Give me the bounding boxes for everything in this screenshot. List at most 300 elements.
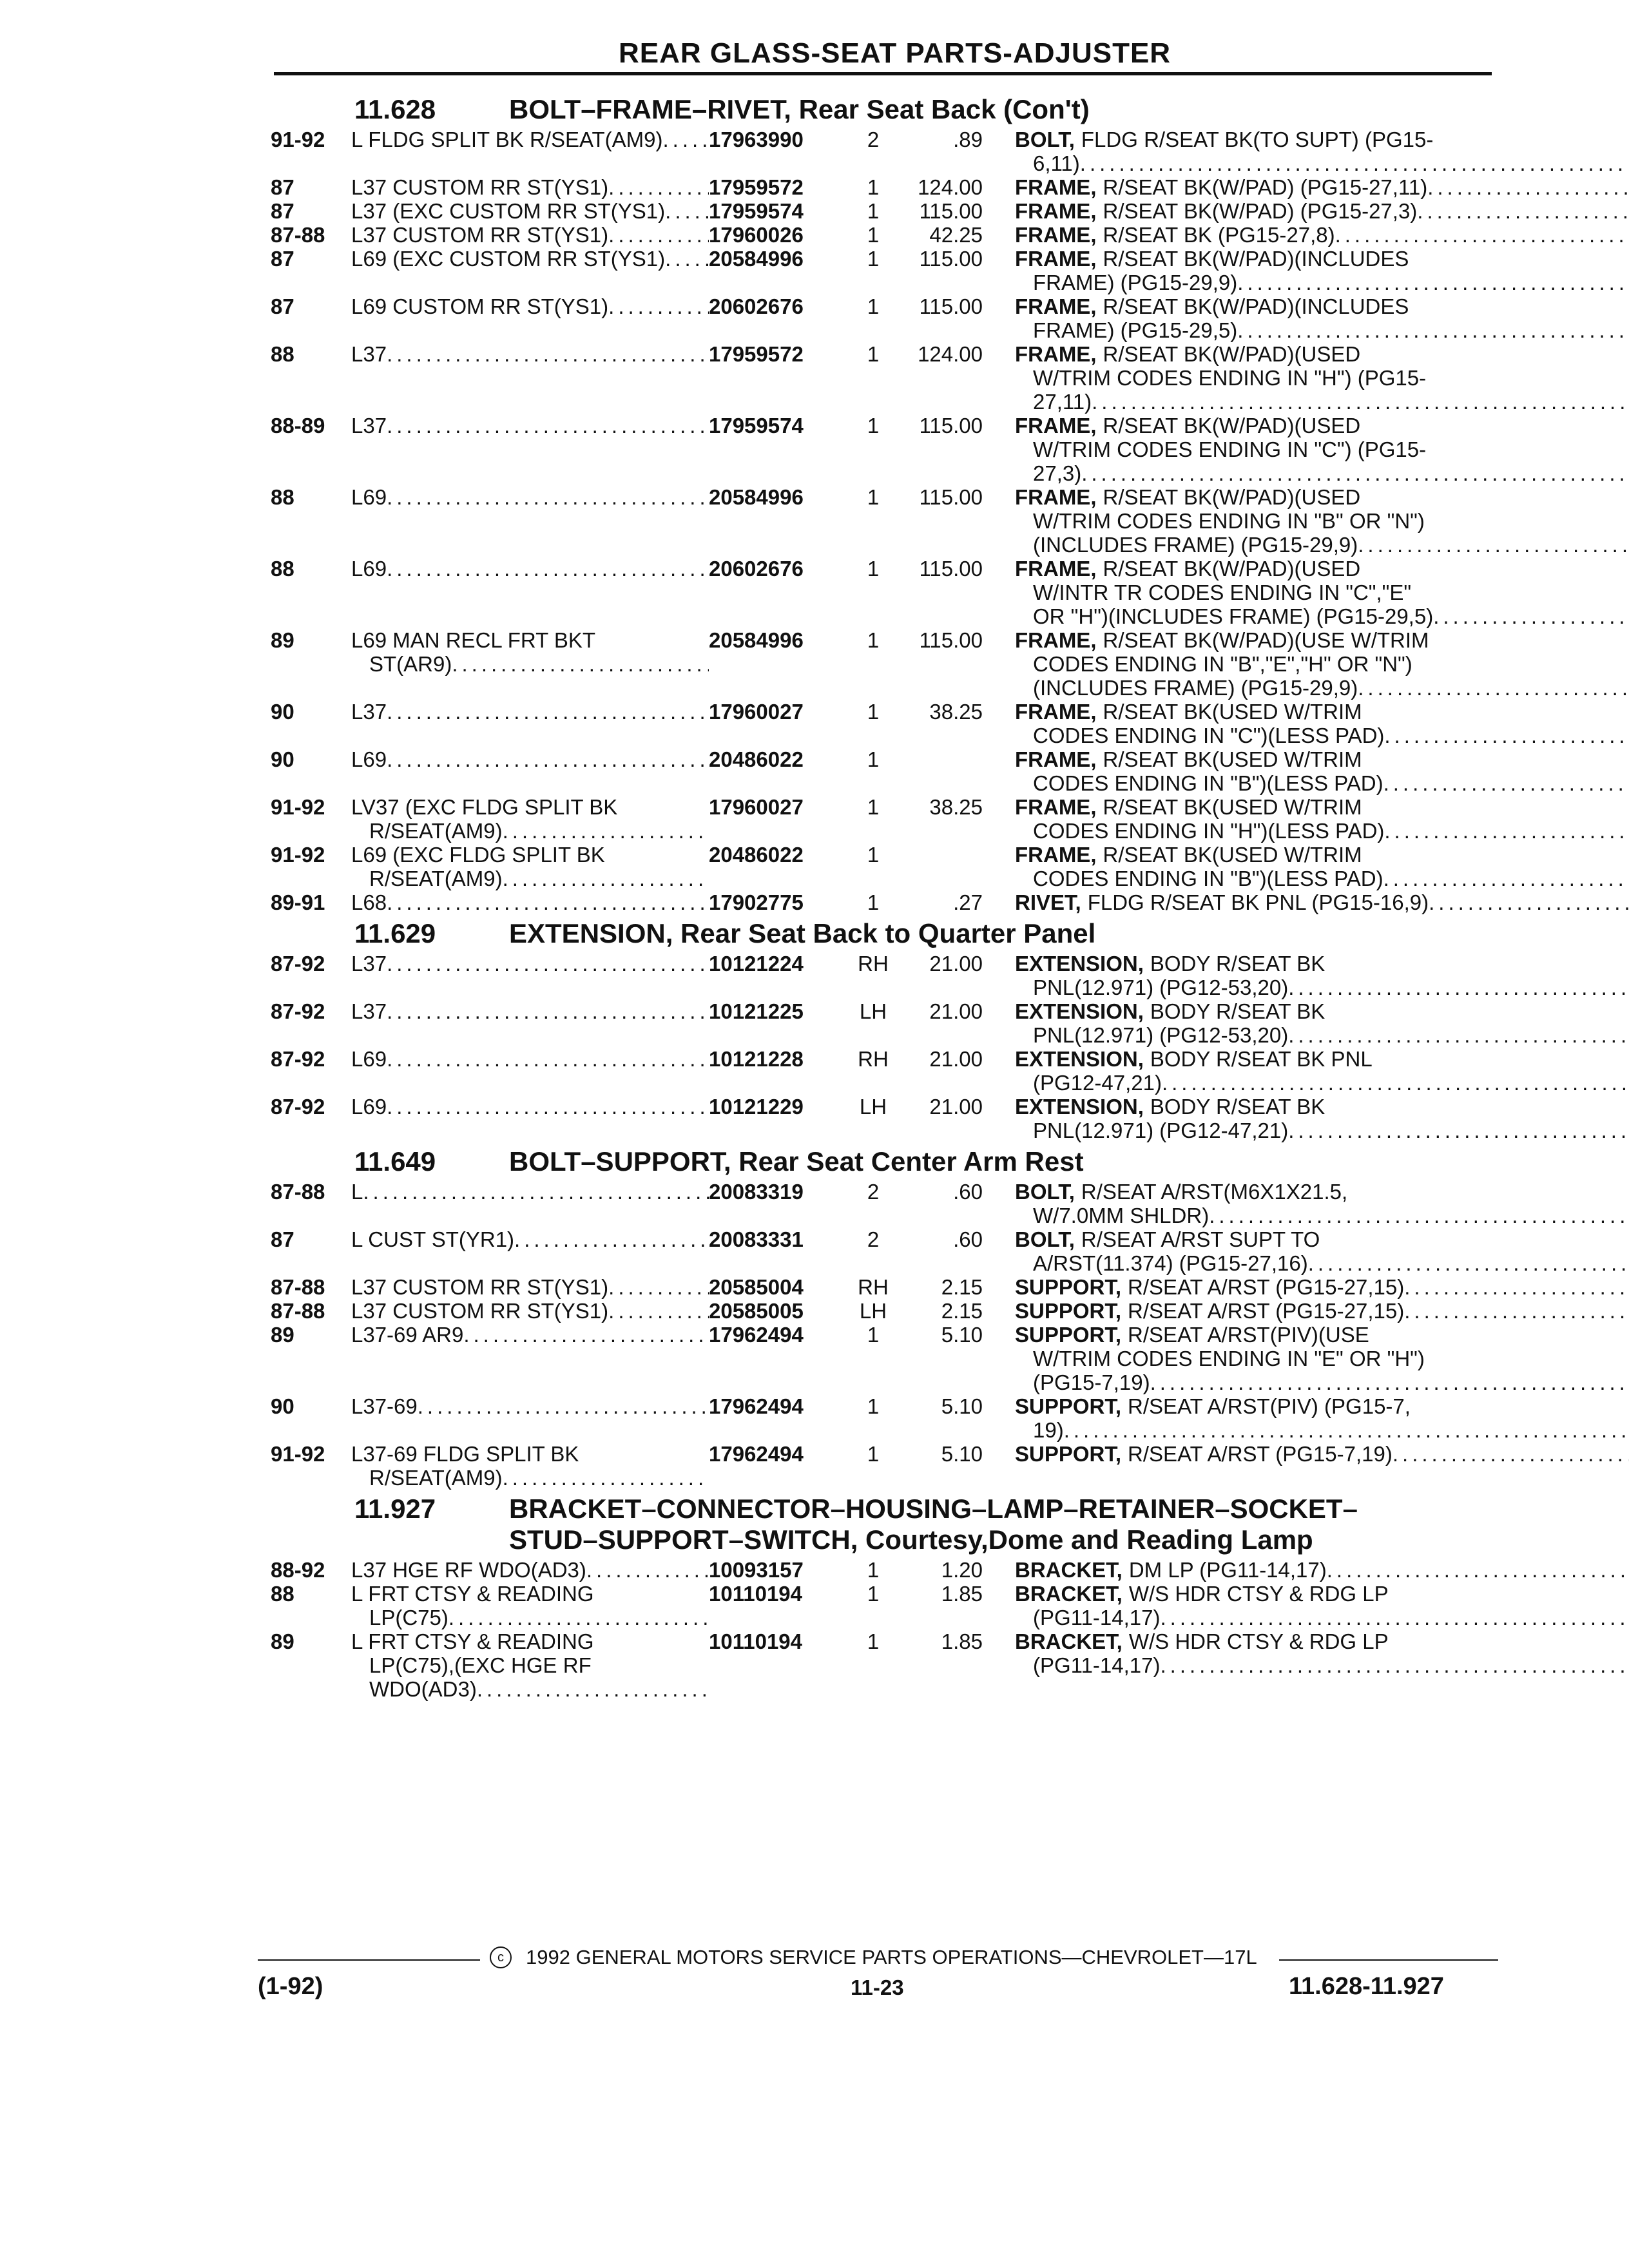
part-number: 20584996	[709, 485, 804, 509]
part-description	[983, 1323, 1629, 1394]
part-name: FRAME,	[1015, 628, 1097, 652]
part-row	[271, 1047, 1498, 1095]
part-number: 17963990	[709, 128, 804, 151]
part-row	[271, 747, 1498, 795]
application-desc	[351, 1442, 709, 1490]
note-text: R/SEAT A/RST (PG15-7,19)	[1128, 1442, 1393, 1466]
leader-dots	[1417, 199, 1629, 223]
leader-dots	[1433, 604, 1629, 628]
part-description	[983, 795, 1629, 843]
desc-line	[351, 1323, 709, 1347]
leader-dots	[387, 557, 709, 581]
note-line	[1015, 771, 1629, 795]
note-line	[1015, 318, 1629, 342]
part-name: EXTENSION,	[1015, 952, 1144, 975]
part-name: FRAME,	[1015, 223, 1097, 247]
note-text: W/TRIM CODES ENDING IN "E" OR "H")	[1033, 1347, 1425, 1370]
note-line	[1015, 700, 1629, 724]
note-line	[1015, 1347, 1629, 1370]
section-title	[509, 94, 1498, 125]
desc-text: L37-69 AR9	[351, 1323, 464, 1347]
note-text: CODES ENDING IN "B")(LESS PAD)	[1033, 771, 1383, 795]
leader-dots	[586, 1558, 709, 1582]
part-row	[271, 294, 1498, 342]
price: 38.25	[929, 795, 983, 819]
quantity: 1	[867, 628, 880, 652]
desc-text: L FRT CTSY & READING	[351, 1582, 594, 1606]
price: 5.10	[941, 1442, 983, 1466]
section-title-line: STUD–SUPPORT–SWITCH, Courtesy,Dome and Reading Lamp	[509, 1524, 1313, 1555]
desc-text: L	[351, 1180, 363, 1204]
leader-dots	[1209, 1204, 1629, 1227]
note-line	[1015, 1582, 1629, 1606]
model-year: 87	[271, 1227, 294, 1251]
application-desc	[351, 247, 709, 294]
part-name: SUPPORT,	[1015, 1299, 1122, 1323]
note-text: R/SEAT A/RST(PIV) (PG15-7,	[1128, 1394, 1411, 1418]
price: .89	[953, 128, 983, 151]
part-row	[271, 1323, 1498, 1394]
leader-dots	[1237, 271, 1629, 294]
note-text: CODES ENDING IN "B","E","H" OR "N")	[1033, 652, 1412, 676]
part-description	[983, 1558, 1629, 1582]
model-year: 87	[271, 247, 294, 271]
note-text: 27,3)	[1033, 461, 1082, 485]
part-row	[271, 223, 1498, 247]
quantity: 1	[867, 557, 880, 581]
part-row	[271, 1275, 1498, 1299]
leader-dots	[1308, 1251, 1629, 1275]
footer-copyright	[490, 1946, 1257, 1969]
note-line	[1015, 294, 1629, 318]
application-desc	[351, 199, 709, 223]
note-line	[1015, 414, 1629, 437]
note-line	[1015, 1558, 1629, 1582]
note-text: R/SEAT A/RST(M6X1X21.5,	[1081, 1180, 1348, 1204]
part-name: EXTENSION,	[1015, 1095, 1144, 1119]
price: 42.25	[929, 223, 983, 247]
desc-text: R/SEAT(AM9)	[369, 1466, 503, 1490]
note-line	[1015, 1095, 1629, 1119]
part-number: 17960026	[709, 223, 804, 247]
section-title-line: BOLT–SUPPORT, Rear Seat Center Arm Rest	[509, 1146, 1084, 1177]
part-row	[271, 999, 1498, 1047]
part-row	[271, 628, 1498, 700]
note-text: (INCLUDES FRAME) (PG15-29,9)	[1033, 676, 1358, 700]
part-number: 17959574	[709, 199, 804, 223]
price: 115.00	[919, 199, 983, 223]
part-number: 20602676	[709, 294, 804, 318]
quantity: 1	[867, 1558, 880, 1582]
part-name: EXTENSION,	[1015, 1047, 1144, 1071]
desc-line	[351, 414, 709, 437]
part-number: 10121225	[709, 999, 804, 1023]
note-line	[1015, 199, 1629, 223]
desc-line	[351, 1466, 709, 1490]
note-text: BODY R/SEAT BK	[1150, 1095, 1325, 1119]
part-row	[271, 414, 1498, 485]
desc-line	[351, 867, 709, 890]
part-description	[983, 128, 1629, 175]
application-desc	[351, 795, 709, 843]
note-text: (PG11-14,17)	[1033, 1606, 1161, 1629]
desc-line	[351, 1582, 709, 1606]
quantity: 1	[867, 795, 880, 819]
part-row	[271, 485, 1498, 557]
part-description	[983, 414, 1629, 485]
desc-text: L69 MAN RECL FRT BKT	[351, 628, 596, 652]
model-year: 91-92	[271, 1442, 325, 1466]
leader-dots	[1160, 1653, 1629, 1677]
part-row	[271, 952, 1498, 999]
part-description	[983, 1629, 1629, 1701]
part-row	[271, 1227, 1498, 1275]
quantity: 1	[867, 1629, 880, 1653]
price: 5.10	[941, 1394, 983, 1418]
part-number: 17959574	[709, 414, 804, 437]
note-line	[1015, 867, 1629, 890]
part-description	[983, 999, 1629, 1047]
note-line	[1015, 509, 1629, 533]
note-text: R/SEAT BK(USED W/TRIM	[1103, 747, 1362, 771]
application-desc	[351, 175, 709, 199]
desc-line	[351, 1558, 709, 1582]
price: 2.15	[941, 1275, 983, 1299]
application-desc	[351, 890, 709, 914]
desc-line	[351, 1180, 709, 1204]
parts-list	[271, 90, 1498, 1701]
desc-line	[351, 128, 709, 151]
application-desc	[351, 1558, 709, 1582]
note-line	[1015, 724, 1629, 747]
part-number: 20585004	[709, 1275, 804, 1299]
section-number: 11.927	[354, 1494, 436, 1524]
part-name: BRACKET,	[1015, 1629, 1123, 1653]
part-number: 10110194	[709, 1582, 803, 1606]
quantity: 1	[867, 890, 880, 914]
section-title-line: BOLT–FRAME–RIVET, Rear Seat Back (Con't)	[509, 94, 1090, 124]
model-year: 89	[271, 628, 294, 652]
desc-text: L37 CUSTOM RR ST(YS1)	[351, 175, 609, 199]
model-year: 88-89	[271, 414, 325, 437]
section-heading	[271, 90, 1498, 128]
desc-text: LP(C75)	[369, 1606, 448, 1629]
part-description	[983, 175, 1629, 199]
note-text: 19)	[1033, 1418, 1064, 1442]
model-year: 88	[271, 342, 294, 366]
note-line	[1015, 890, 1629, 914]
model-year: 89	[271, 1323, 294, 1347]
quantity: 1	[867, 247, 880, 271]
leader-dots	[1404, 1275, 1629, 1299]
desc-line	[351, 1275, 709, 1299]
section-heading	[271, 914, 1498, 952]
application-desc	[351, 1299, 709, 1323]
model-year: 89	[271, 1629, 294, 1653]
note-text: (INCLUDES FRAME) (PG15-29,9)	[1033, 533, 1358, 557]
note-text: (PG15-7,19)	[1033, 1370, 1150, 1394]
section-number: 11.628	[354, 94, 436, 124]
leader-dots	[608, 1275, 709, 1299]
part-row	[271, 1394, 1498, 1442]
part-name: BRACKET,	[1015, 1582, 1123, 1606]
desc-text: L37	[351, 414, 387, 437]
model-year: 87-88	[271, 1299, 325, 1323]
quantity: 2	[867, 1227, 880, 1251]
part-number: 17959572	[709, 342, 804, 366]
quantity: RH	[858, 1047, 889, 1071]
note-text: R/SEAT A/RST (PG15-27,15)	[1128, 1275, 1405, 1299]
part-row	[271, 342, 1498, 414]
note-text: R/SEAT BK (PG15-27,8)	[1103, 223, 1335, 247]
quantity: 1	[867, 1323, 880, 1347]
footer-rule-right	[1279, 1959, 1498, 1961]
note-text: PNL(12.971) (PG12-53,20)	[1033, 975, 1289, 999]
part-description	[983, 485, 1629, 557]
part-description	[983, 1227, 1629, 1275]
application-desc	[351, 1227, 709, 1275]
part-number: 10121224	[709, 952, 804, 975]
note-line	[1015, 390, 1629, 414]
note-text: (PG12-47,21)	[1033, 1071, 1162, 1095]
desc-line	[351, 294, 709, 318]
application-desc	[351, 557, 709, 628]
desc-line	[351, 1394, 709, 1418]
model-year: 91-92	[271, 128, 325, 151]
leader-dots	[1288, 1119, 1629, 1142]
leader-dots	[387, 414, 709, 437]
leader-dots	[1384, 724, 1629, 747]
parts-section	[271, 1490, 1498, 1701]
leader-dots	[387, 1095, 709, 1119]
part-row	[271, 1095, 1498, 1142]
quantity: 1	[867, 485, 880, 509]
desc-text: R/SEAT(AM9)	[369, 867, 503, 890]
leader-dots	[608, 294, 709, 318]
leader-dots	[514, 1227, 709, 1251]
desc-line	[351, 1227, 709, 1251]
part-number: 17962494	[709, 1323, 804, 1347]
quantity: 1	[867, 747, 880, 771]
part-row	[271, 199, 1498, 223]
note-line	[1015, 1418, 1629, 1442]
leader-dots	[387, 747, 709, 771]
part-number: 20602676	[709, 557, 804, 581]
leader-dots	[1384, 819, 1629, 843]
part-description	[983, 952, 1629, 999]
leader-dots	[387, 342, 709, 366]
part-name: FRAME,	[1015, 247, 1097, 271]
desc-line	[351, 485, 709, 509]
desc-text: R/SEAT(AM9)	[369, 819, 503, 843]
leader-dots	[387, 485, 709, 509]
price: 115.00	[919, 557, 983, 581]
desc-line	[351, 890, 709, 914]
application-desc	[351, 1275, 709, 1299]
price: 115.00	[919, 294, 983, 318]
part-name: FRAME,	[1015, 795, 1097, 819]
note-line	[1015, 1204, 1629, 1227]
section-heading	[271, 1490, 1498, 1558]
leader-dots	[503, 867, 709, 890]
desc-text: LV37 (EXC FLDG SPLIT BK	[351, 795, 618, 819]
note-line	[1015, 1227, 1629, 1251]
quantity: 1	[867, 414, 880, 437]
leader-dots	[477, 1677, 709, 1701]
leader-dots	[1358, 676, 1629, 700]
note-line	[1015, 1653, 1629, 1677]
desc-line	[351, 1299, 709, 1323]
part-description	[983, 700, 1629, 747]
part-description	[983, 1299, 1629, 1323]
application-desc	[351, 1047, 709, 1095]
price: 1.85	[941, 1629, 983, 1653]
note-text: R/SEAT BK(W/PAD)(USED	[1103, 485, 1361, 509]
quantity: 1	[867, 700, 880, 724]
part-row	[271, 1582, 1498, 1629]
leader-dots	[387, 890, 709, 914]
part-row	[271, 1299, 1498, 1323]
desc-line	[351, 952, 709, 975]
part-number: 20585005	[709, 1299, 804, 1323]
desc-text: L37-69 FLDG SPLIT BK	[351, 1442, 579, 1466]
desc-text: L37	[351, 700, 387, 724]
note-text: 6,11)	[1033, 151, 1080, 175]
quantity: 1	[867, 1582, 880, 1606]
note-line	[1015, 223, 1629, 247]
note-line	[1015, 1323, 1629, 1347]
part-number: 10110194	[709, 1629, 803, 1653]
model-year: 87	[271, 175, 294, 199]
part-number: 20584996	[709, 247, 804, 271]
note-text: CODES ENDING IN "H")(LESS PAD)	[1033, 819, 1385, 843]
desc-line	[351, 247, 709, 271]
part-number: 17962494	[709, 1442, 804, 1466]
section-range: 11.628-11.927	[1289, 1973, 1444, 2000]
note-text: R/SEAT BK(W/PAD) (PG15-27,11)	[1103, 175, 1428, 199]
part-description	[983, 1442, 1629, 1490]
desc-text: LP(C75),(EXC HGE RF	[369, 1653, 592, 1677]
leader-dots	[503, 819, 709, 843]
part-row	[271, 1180, 1498, 1227]
parts-section	[271, 90, 1498, 914]
note-line	[1015, 652, 1629, 676]
note-text: W/INTR TR CODES ENDING IN "C","E"	[1033, 581, 1412, 604]
part-name: FRAME,	[1015, 843, 1097, 867]
part-row	[271, 1558, 1498, 1582]
note-line	[1015, 747, 1629, 771]
leader-dots	[1404, 1299, 1629, 1323]
price: .27	[953, 890, 983, 914]
note-line	[1015, 1119, 1629, 1142]
note-line	[1015, 999, 1629, 1023]
desc-text: L37	[351, 952, 387, 975]
part-name: BOLT,	[1015, 1227, 1075, 1251]
desc-text: L69	[351, 1095, 387, 1119]
note-text: CODES ENDING IN "C")(LESS PAD)	[1033, 724, 1385, 747]
price: 115.00	[919, 628, 983, 652]
section-title	[509, 1494, 1498, 1555]
note-text: R/SEAT BK(W/PAD)(USED	[1103, 557, 1361, 581]
price: 1.85	[941, 1582, 983, 1606]
quantity: 1	[867, 342, 880, 366]
desc-text: L68	[351, 890, 387, 914]
price: 21.00	[929, 1095, 983, 1119]
leader-dots	[608, 1299, 709, 1323]
model-year: 87-88	[271, 1275, 325, 1299]
quantity: 1	[867, 843, 880, 867]
desc-line	[351, 628, 709, 652]
note-line	[1015, 557, 1629, 581]
application-desc	[351, 128, 709, 175]
part-description	[983, 1047, 1629, 1095]
part-row	[271, 1629, 1498, 1701]
desc-line	[351, 342, 709, 366]
note-text: DM LP (PG11-14,17)	[1128, 1558, 1327, 1582]
revision-date: (1-92)	[258, 1973, 323, 2000]
model-year: 91-92	[271, 795, 325, 819]
model-year: 87-92	[271, 999, 325, 1023]
desc-text: L37 CUSTOM RR ST(YS1)	[351, 1275, 609, 1299]
part-description	[983, 747, 1629, 795]
quantity: 2	[867, 128, 880, 151]
price: 115.00	[919, 485, 983, 509]
model-year: 88	[271, 1582, 294, 1606]
part-name: FRAME,	[1015, 700, 1097, 724]
leader-dots	[1429, 890, 1629, 914]
model-year: 90	[271, 700, 294, 724]
model-year: 90	[271, 747, 294, 771]
application-desc	[351, 747, 709, 795]
model-year: 91-92	[271, 843, 325, 867]
part-number: 17902775	[709, 890, 804, 914]
section-number: 11.629	[354, 918, 436, 948]
section-title	[509, 1146, 1498, 1177]
leader-dots	[1092, 390, 1629, 414]
note-text: R/SEAT A/RST (PG15-27,15)	[1128, 1299, 1405, 1323]
note-text: OR "H")(INCLUDES FRAME) (PG15-29,5)	[1033, 604, 1434, 628]
leader-dots	[1081, 461, 1629, 485]
part-row	[271, 700, 1498, 747]
desc-line	[351, 843, 709, 867]
desc-line	[351, 819, 709, 843]
desc-text: L69	[351, 485, 387, 509]
price: .60	[953, 1180, 983, 1204]
note-line	[1015, 604, 1629, 628]
desc-text: L69	[351, 747, 387, 771]
model-year: 87	[271, 199, 294, 223]
application-desc	[351, 1629, 709, 1701]
part-number: 10093157	[709, 1558, 804, 1582]
price: 115.00	[919, 247, 983, 271]
application-desc	[351, 1095, 709, 1142]
model-year: 90	[271, 1394, 294, 1418]
desc-text: L69 (EXC CUSTOM RR ST(YS1)	[351, 247, 666, 271]
leader-dots	[387, 700, 709, 724]
note-text: R/SEAT BK(W/PAD)(INCLUDES	[1103, 247, 1409, 271]
leader-dots	[1064, 1418, 1629, 1442]
desc-text: L37 HGE RF WDO(AD3)	[351, 1558, 586, 1582]
note-line	[1015, 342, 1629, 366]
note-text: R/SEAT BK(W/PAD)(USED	[1103, 414, 1361, 437]
part-name: BRACKET,	[1015, 1558, 1123, 1582]
part-name: SUPPORT,	[1015, 1394, 1122, 1418]
leader-dots	[1383, 867, 1629, 890]
desc-text: ST(AR9)	[369, 652, 452, 676]
note-line	[1015, 1394, 1629, 1418]
price: 38.25	[929, 700, 983, 724]
leader-dots	[1288, 975, 1629, 999]
